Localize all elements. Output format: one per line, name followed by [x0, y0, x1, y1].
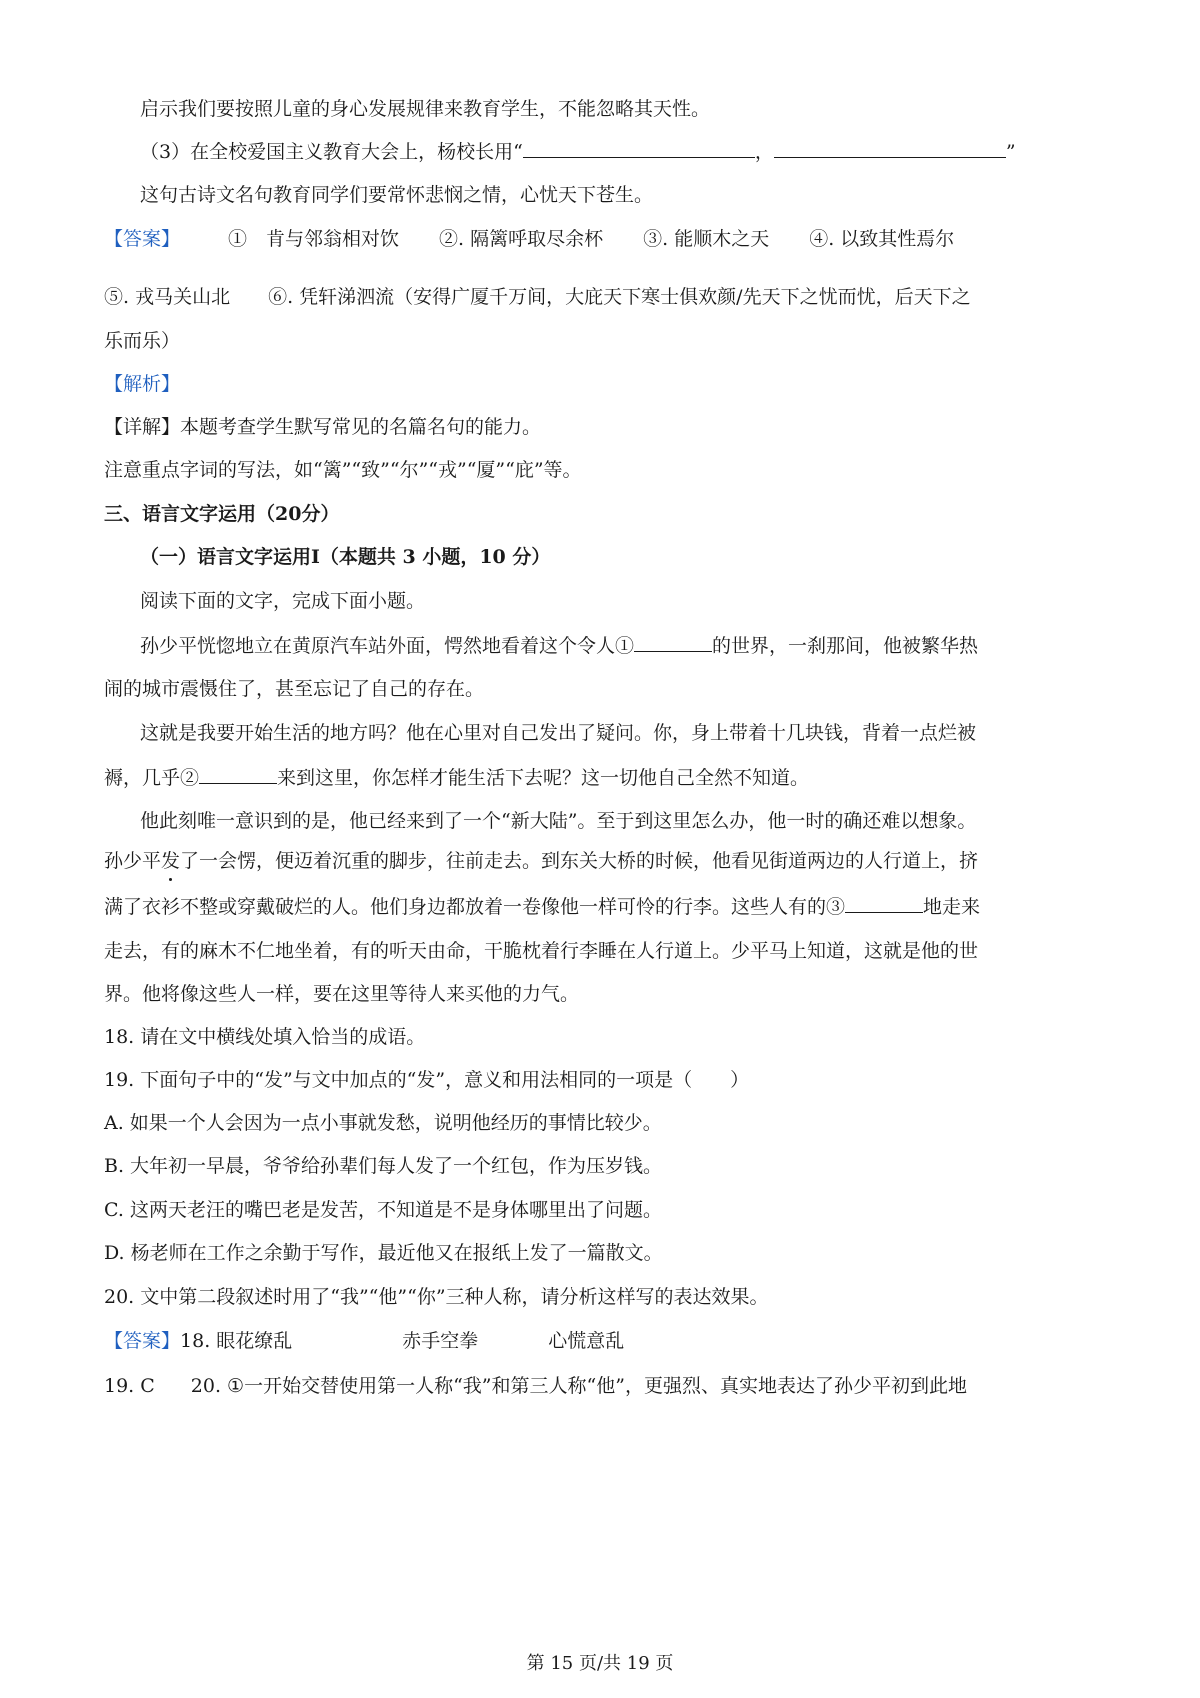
answer-item: ④. 以致其性焉尔: [809, 228, 955, 250]
option-b: B. 大年初一早晨，爷爷给孙辈们每人发了一个红包，作为压岁钱。: [104, 1155, 663, 1177]
fill-blank-2[interactable]: [199, 763, 277, 784]
answer-item: 20. ①一开始交替使用第一人称“我”和第三人称“他”，更强烈、真实地表达了孙少平初到此地: [190, 1375, 967, 1397]
emphasis-dot: [169, 878, 172, 881]
answer-line: [104, 225, 954, 253]
answer-tag: 【答案】: [104, 228, 181, 250]
question-3-line: [140, 137, 1016, 166]
punctuation: ”: [1005, 141, 1016, 163]
passage-line: [104, 847, 978, 875]
answer-item: 心慌意乱: [548, 1330, 625, 1352]
option-d: D. 杨老师在工作之余勤于写作，最近他又在报纸上发了一篇散文。: [104, 1242, 663, 1264]
answer-tag: 【答案】: [104, 1330, 181, 1352]
answer-line: [104, 1372, 967, 1400]
answer-line: [104, 1327, 624, 1355]
text-line: 这句古诗文名句教育同学们要常怀悲悯之情，心忧天下苍生。: [140, 184, 654, 206]
passage-line: 界。他将像这些人一样，要在这里等待人来买他的力气。: [104, 983, 580, 1005]
note-line: 注意重点字词的写法，如“篱”“致”“尔”“戎”“厦”“庇”等。: [104, 459, 582, 481]
option-c: C. 这两天老汪的嘴巴老是发苦，不知道是不是身体哪里出了问题。: [104, 1199, 662, 1221]
text-line: 启示我们要按照儿童的身心发展规律来教育学生，不能忽略其天性。: [140, 98, 711, 120]
answer-item: 18. 眼花缭乱: [180, 1330, 293, 1352]
question-18: 18. 请在文中横线处填入恰当的成语。: [104, 1026, 426, 1048]
answer-item: 19. C: [104, 1375, 155, 1397]
passage-text: 了一会愣，便迈着沉重的脚步，往前走去。到东关大桥的时候，他看见街道两边的人行道上，挤: [180, 850, 979, 872]
subsection-heading: （一）语言文字运用Ⅰ（本题共 3 小题，10 分）: [140, 546, 551, 568]
answer-item: ⑤. 戎马关山北: [104, 286, 231, 308]
passage-text: 的世界，一刹那间，他被繁华热: [712, 635, 979, 657]
fill-blank-3[interactable]: [845, 892, 923, 913]
passage-text: 满了衣衫不整或穿戴破烂的人。他们身边都放着一卷像他一样可怜的行李。这些人有的③: [104, 896, 846, 918]
question-19: 19. 下面句子中的“发”与文中加点的“发”，意义和用法相同的一项是（ ）: [104, 1069, 750, 1091]
detail-line: 【详解】本题考查学生默写常见的名篇名句的能力。: [104, 416, 542, 438]
passage-line: [140, 631, 978, 660]
option-a: A. 如果一个人会因为一点小事就发愁，说明他经历的事情比较少。: [104, 1112, 662, 1134]
answer-item: ⑥. 凭轩涕泗流（安得广厦千万间，大庇天下寒士俱欢颜/先天下之忧而忧，后天下之: [268, 286, 971, 308]
passage-text: 地走来: [923, 896, 981, 918]
emphasis-dot-char: [161, 847, 180, 875]
fill-blank[interactable]: [523, 137, 755, 158]
passage-text: 孙少平: [104, 850, 162, 872]
question-3-prefix: （3）在全校爱国主义教育大会上，杨校长用“: [140, 141, 523, 163]
passage-line: 这就是我要开始生活的地方吗？他在心里对自己发出了疑问。你，身上带着十几块钱，背着一点烂被: [140, 722, 977, 744]
answer-item: 赤手空拳: [402, 1330, 479, 1352]
page-footer: 第 15 页/共 19 页: [526, 1653, 674, 1674]
question-20: 20. 文中第二段叙述时用了“我”“他”“你”三种人称，请分析这样写的表达效果。: [104, 1286, 769, 1308]
fill-blank-1[interactable]: [634, 631, 712, 652]
passage-line: [104, 892, 980, 921]
instruction-line: 阅读下面的文字，完成下面小题。: [140, 590, 426, 612]
emphasized-character: 发: [161, 850, 181, 872]
answer-line: 乐而乐）: [104, 330, 181, 352]
answer-item: ②. 隔篱呼取尽余杯: [439, 228, 604, 250]
answer-item: ① 肯与邻翁相对饮: [228, 228, 400, 250]
answer-item: ③. 能顺木之天: [643, 228, 770, 250]
passage-text: 孙少平恍惚地立在黄原汽车站外面，愕然地看着这个令人①: [140, 635, 635, 657]
passage-line: 走去，有的麻木不仁地坐着，有的听天由命，干脆枕着行李睡在人行道上。少平马上知道，这就是他的世: [104, 940, 979, 962]
passage-line: [104, 763, 809, 792]
passage-text: 褥，几乎②: [104, 767, 200, 789]
answer-line: [104, 283, 971, 311]
analysis-tag: 【解析】: [104, 373, 181, 395]
fill-blank[interactable]: [774, 137, 1006, 158]
section-heading: 三、语言文字运用（20分）: [104, 503, 340, 525]
passage-text: 来到这里，你怎样才能生活下去呢？这一切他自己全然不知道。: [277, 767, 810, 789]
punctuation: ，: [754, 141, 774, 163]
passage-line: 他此刻唯一意识到的是，他已经来到了一个“新大陆”。至于到这里怎么办，他一时的确还难以想象。: [140, 810, 977, 832]
passage-line: 闹的城市震慑住了，甚至忘记了自己的存在。: [104, 678, 485, 700]
